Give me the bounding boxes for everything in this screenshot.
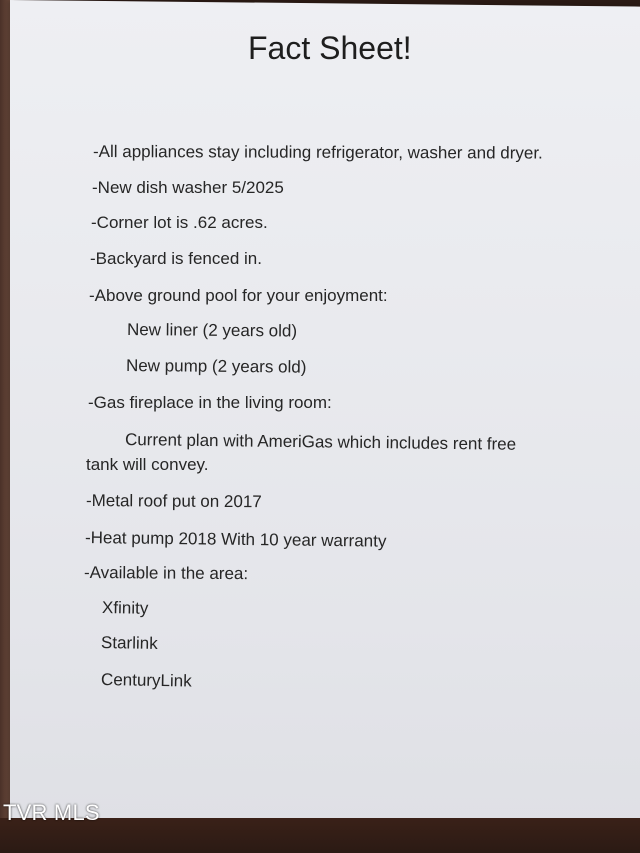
fact-line-xfinity: Xfinity [101,598,149,618]
fact-line-pool-pump: New pump (2 years old) [125,356,307,377]
fact-line-available: -Available in the area: [83,563,249,584]
fact-line-pool-liner: New liner (2 years old) [126,320,298,341]
fact-line-amerigas-plan: Current plan with AmeriGas which includes rent free [124,430,517,454]
fact-sheet-paper [10,0,640,829]
fact-line-pool: -Above ground pool for your enjoyment: [89,286,388,305]
fact-line-heat-pump: -Heat pump 2018 With 10 year warranty [84,528,387,551]
fact-line-corner-lot: -Corner lot is .62 acres. [91,213,268,232]
fact-line-tank: tank will convey. [86,455,209,474]
fact-line-dishwasher: -New dish washer 5/2025 [92,178,284,197]
page-title: Fact Sheet! [248,30,412,66]
mls-watermark: TVR MLS [3,800,100,825]
fact-line-centurylink: CenturyLink [100,670,192,691]
fact-line-metal-roof: -Metal roof put on 2017 [85,491,262,512]
fact-line-starlink: Starlink [100,633,158,653]
fact-line-fireplace: -Gas fireplace in the living room: [88,393,332,412]
fact-line-backyard: -Backyard is fenced in. [90,249,262,268]
fact-line-appliances: -All appliances stay including refrigerator, washer and dryer. [92,142,543,163]
